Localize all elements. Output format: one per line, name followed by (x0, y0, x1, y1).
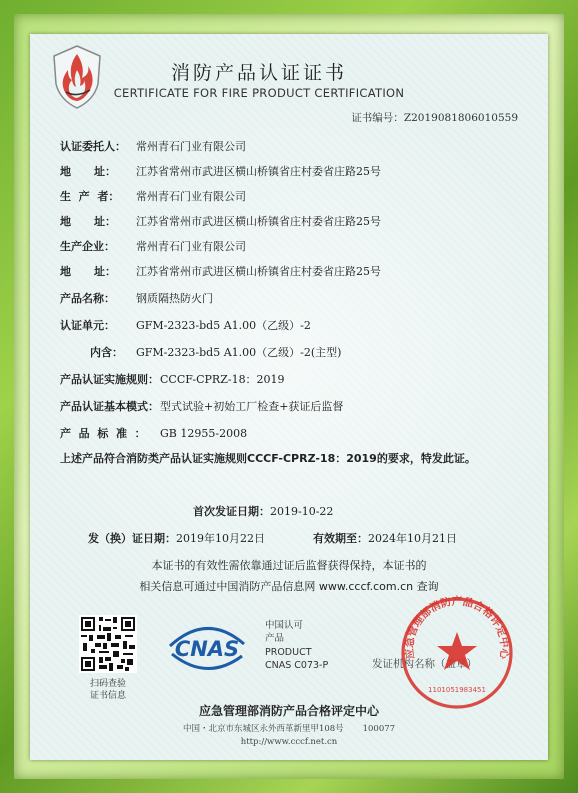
field-mode (60, 398, 343, 414)
first-issue-value: 2019-10-22 (270, 505, 334, 518)
seal-number: 1101051983451 (428, 686, 486, 694)
issue-date-value: 2019年10月22日 (176, 532, 265, 545)
factory-value: 常州青石门业有限公司 (136, 240, 246, 253)
applicant-label: 认证委托人： (60, 140, 126, 153)
cnas-line-2: 产品 (265, 633, 285, 644)
organization-url[interactable]: http://www.cccf.net.cn (240, 737, 338, 747)
applicant-address-label: 地 址： (60, 165, 116, 178)
first-issue-label: 首次发证日期： (193, 505, 270, 518)
manufacturer-label: 生 产 者： (60, 190, 120, 203)
first-issue-date-row (193, 503, 333, 519)
expiry-label: 有效期至： (313, 532, 368, 545)
cnas-logo-icon (162, 618, 252, 678)
expiry-value: 2024年10月21日 (368, 532, 457, 545)
notice-line-2: 相关信息可通过中国消防产品信息网 www.cccf.com.cn 查询 (139, 580, 439, 593)
contains-label: 内含： (90, 346, 123, 359)
cert-no-value: Z2019081806010559 (403, 112, 518, 124)
applicant-address-value: 江苏省常州市武进区横山桥镇省庄村委省庄路25号 (136, 165, 381, 178)
unit-value: GFM-2323-bd5 A1.00（乙级）-2 (136, 319, 311, 332)
unit-label: 认证单元： (60, 319, 115, 332)
qr-label-line-2: 证书信息 (89, 691, 126, 701)
contains-value: GFM-2323-bd5 A1.00（乙级）-2(主型) (136, 346, 342, 359)
cnas-logo-text: CNAS (174, 637, 240, 661)
certification-statement: 上述产品符合消防类产品认证实施规则CCCF-CPRZ-18：2019的要求，特发此证。 (60, 452, 476, 465)
organization-address: 中国・北京市东城区永外西革新里甲108号 100077 (182, 724, 396, 734)
applicant-value: 常州青石门业有限公司 (136, 140, 246, 153)
seal-text: 应急管理部消防产品合格评定中心 (403, 595, 511, 660)
field-standard (60, 425, 247, 441)
qr-label-line-1: 扫码查验 (89, 679, 126, 689)
mode-value: 型式试验+初始工厂检查+获证后监督 (160, 400, 344, 413)
standard-label: 产 品 标 准 ： (60, 427, 146, 440)
rule-value: CCCF-CPRZ-18：2019 (160, 373, 285, 386)
field-product (60, 290, 213, 306)
manufacturer-address-label: 地 址： (60, 215, 116, 228)
field-manufacturer-address (60, 213, 381, 229)
product-label: 产品名称： (60, 292, 115, 305)
certificate-title-en: CERTIFICATE FOR FIRE PRODUCT CERTIFICATION (113, 86, 405, 100)
seal-star-icon (437, 632, 477, 670)
product-value: 钢质隔热防火门 (136, 292, 213, 305)
notice-line-1: 本证书的有效性需依靠通过证后监督获得保持，本证书的 (151, 559, 427, 572)
factory-address-value: 江苏省常州市武进区横山桥镇省庄村委省庄路25号 (136, 265, 381, 278)
cert-no-label: 证书编号： (351, 112, 404, 124)
field-rule (60, 371, 285, 387)
field-applicant-address (60, 163, 381, 179)
field-manufacturer (60, 188, 246, 204)
field-unit (60, 317, 311, 333)
standard-value: GB 12955-2008 (160, 427, 248, 440)
qr-code-icon[interactable] (79, 615, 137, 673)
certificate-number (351, 110, 518, 125)
mode-label: 产品认证基本模式： (60, 400, 159, 413)
issue-date-row (88, 530, 265, 546)
cnas-line-3: PRODUCT (265, 647, 312, 658)
field-contains (90, 344, 341, 360)
field-applicant (60, 138, 246, 154)
issue-date-label: 发（换）证日期： (88, 532, 176, 545)
official-seal-stamp (398, 594, 516, 712)
manufacturer-value: 常州青石门业有限公司 (136, 190, 246, 203)
factory-label: 生产企业： (60, 240, 115, 253)
manufacturer-address-value: 江苏省常州市武进区横山桥镇省庄村委省庄路25号 (136, 215, 381, 228)
cnas-line-1: 中国认可 (265, 620, 304, 631)
certificate-title-cn: 消防产品认证证书 (170, 62, 347, 84)
expiry-date-row (313, 530, 457, 546)
rule-label: 产品认证实施规则： (60, 373, 159, 386)
issuing-organization: 应急管理部消防产品合格评定中心 (198, 704, 379, 718)
factory-address-label: 地 址： (60, 265, 116, 278)
field-factory-address (60, 263, 381, 279)
issuer-seal-label: 发证机构名称（盖章） (372, 658, 477, 670)
cnas-line-4: CNAS C073-P (265, 660, 329, 671)
field-factory (60, 238, 246, 254)
